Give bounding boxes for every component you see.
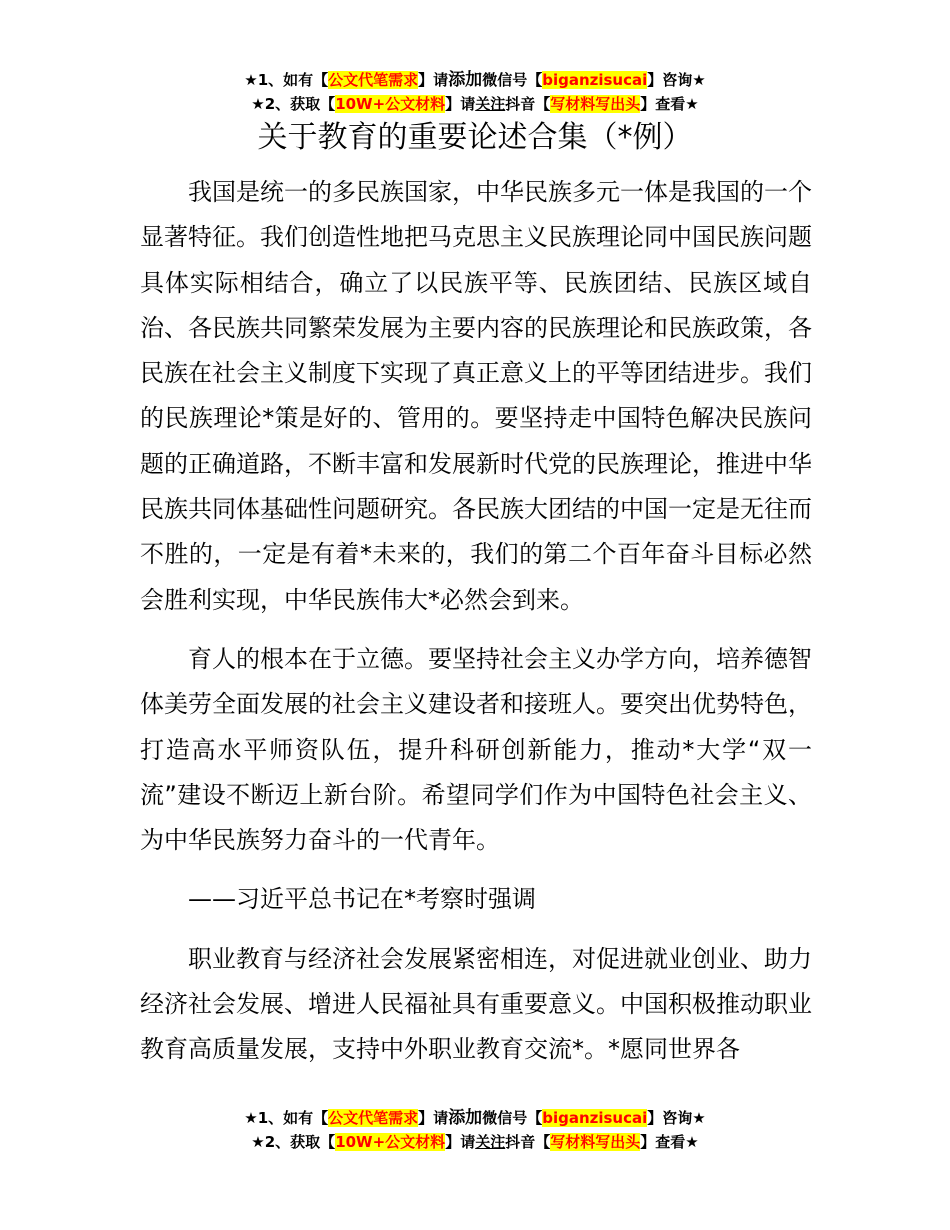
paragraph-vocational-education: 职业教育与经济社会发展紧密相连，对促进就业创业、助力经济社会发展、增进人民福祉具有重要意义。中国积极推动职业教育高质量发展，支持中外职业教育交流*。*愿同世界各 — [140, 944, 812, 1064]
header-banner-line-2: ★2、获取【10W+公文材料】请关注抖音【写材料写出头】查看★ — [251, 95, 699, 113]
highlight-ghostwriting: 公文代笔需求 — [328, 1109, 419, 1127]
paragraph-attribution: ——习近平总书记在*考察时强调 — [188, 885, 536, 914]
footer-banner-line-2: ★2、获取【10W+公文材料】请关注抖音【写材料写出头】查看★ — [251, 1133, 699, 1151]
footer-banner-line-1: ★1、如有【公文代笔需求】请添加微信号【biganzisucai】咨询★ — [244, 1108, 706, 1128]
document-title: 关于教育的重要论述合集（*例） — [257, 120, 693, 155]
highlight-douyin-account: 写材料写出头 — [550, 1133, 641, 1151]
paragraph-ethnic-policy: 我国是统一的多民族国家，中华民族多元一体是我国的一个显著特征。我们创造性地把马克思主义民族理论同中国民族问题具体实际相结合，确立了以民族平等、民族团结、民族区域自治、各民族共同繁荣发展为主要内容的民族理论和民族政策，各民族在社会主义制度下实现了真正意义上的平等团结进步。我们的民族理论*策是好的、管用的。要坚持走中国特色解决民族问题的正确道路，不断丰富和发展新时代党的民族理论，推进中华民族共同体基础性问题研究。各民族大团结的中国一定是无往而不胜的，一定是有着*未来的，我们的第二个百年奋斗目标必然会胜利实现，中华民族伟大*必然会到来。 — [140, 178, 812, 614]
highlight-materials: 10W+公文材料 — [335, 1133, 446, 1151]
highlight-ghostwriting: 公文代笔需求 — [328, 71, 419, 89]
footer-banner — [0, 1106, 950, 1154]
highlight-douyin-account: 写材料写出头 — [550, 95, 641, 113]
paragraph-moral-education: 育人的根本在于立德。要坚持社会主义办学方向，培养德智体美劳全面发展的社会主义建设者和接班人。要突出优势特色，打造高水平师资队伍，提升科研创新能力，推动*大学“双一流”建设不断迈上新台阶。希望同学们作为中国特色社会主义、为中华民族努力奋斗的一代青年。 — [140, 644, 812, 855]
highlight-wechat-id: biganzisucai — [542, 71, 648, 89]
header-banner — [0, 68, 950, 116]
highlight-materials: 10W+公文材料 — [335, 95, 446, 113]
highlight-wechat-id: biganzisucai — [542, 1109, 648, 1127]
header-banner-line-1: ★1、如有【公文代笔需求】请添加微信号【biganzisucai】咨询★ — [244, 70, 706, 90]
document-body — [140, 170, 812, 1087]
